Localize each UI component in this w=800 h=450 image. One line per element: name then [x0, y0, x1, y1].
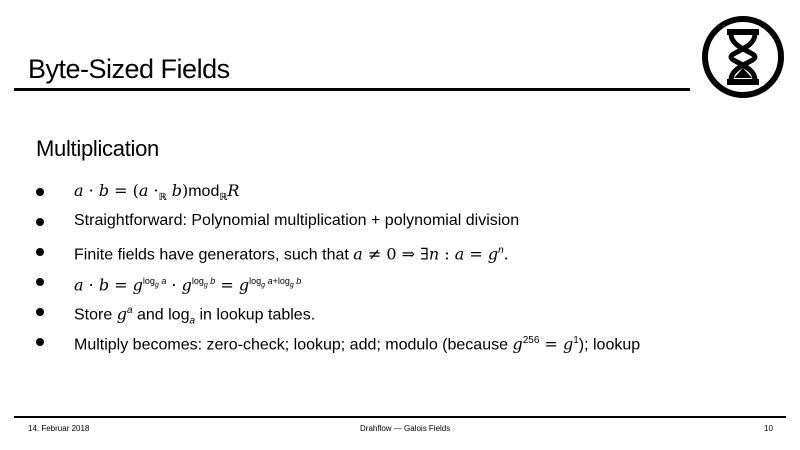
bullet-text: ); lookup: [578, 336, 641, 354]
bullet-text: and: [136, 306, 164, 324]
bullet-text: Straightforward: Polynomial multiplication + polynomial division: [74, 212, 520, 229]
bullet-dot: [36, 338, 44, 346]
exponent: 1: [573, 335, 579, 346]
bullet-dot: [36, 278, 44, 286]
exponent: 256: [522, 335, 540, 346]
bullet-dot: [36, 308, 44, 316]
bullet-item: Finite fields have generators, such that a ≠ 0 ⇒ ∃n : $a = g^n$.: [36, 236, 640, 266]
bullet-text: in lookup tables.: [199, 306, 316, 324]
bullet-item: [36, 206, 640, 236]
bullet-dot: [36, 188, 44, 196]
title-underline: [14, 88, 690, 91]
bullet-item: $a \cdot b = (a \cdot_ℝ$ b)mod$_ℝ$R: [36, 176, 640, 206]
bullet-text: Store: [74, 306, 113, 324]
log-label: log: [168, 306, 190, 324]
bullet-text: Multiply becomes: zero-check; lookup; add; modulo (because: [74, 336, 508, 354]
hourglass-logo-icon: [700, 14, 786, 100]
mod-label: mod: [188, 183, 220, 200]
bullet-item: Store $g^a$ and $\log_a$ in lookup tables.: [36, 296, 640, 326]
bullet-dot: [36, 248, 44, 256]
bullet-list: [36, 176, 640, 356]
slide-title: Byte-Sized Fields: [28, 54, 230, 84]
bullet-item: $a \cdot b = g^{log_g a} \cdot g^{log_g b} = g^{log_g a+log_g b}$: [36, 266, 640, 296]
footer-date: 14. Februar 2018: [28, 424, 90, 433]
bullet-text: Finite fields have generators, such that: [74, 246, 349, 264]
page-number: 10: [764, 424, 773, 433]
bullet-item: Multiply becomes: zero-check; lookup; add; modulo (because $g^{256} = g^1$); lookup: [36, 326, 640, 356]
section-heading: Multiplication: [36, 136, 159, 161]
bullet-dot: [36, 218, 44, 226]
footer-rule: [14, 416, 786, 418]
footer-author-title: Drahflow — Galois Fields: [360, 424, 451, 433]
